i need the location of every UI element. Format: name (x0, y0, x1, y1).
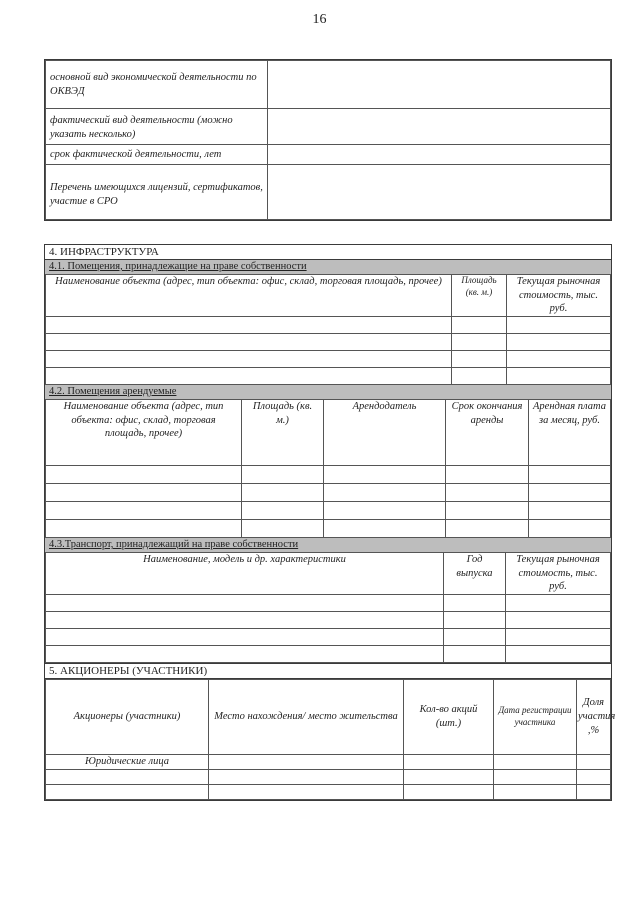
subsection-title-transport: 4.3.Транспорт, принадлежащий на праве собственности (45, 538, 611, 552)
cell[interactable] (46, 594, 444, 611)
col-header-market-value: Текущая рыночная стоимость, тыс. руб. (507, 275, 611, 317)
cell[interactable] (46, 769, 209, 784)
row-label-okved: основной вид экономической деятельности по ОКВЭД (46, 61, 268, 109)
cell[interactable] (46, 611, 444, 628)
cell[interactable] (446, 465, 529, 483)
col-header-location: Место нахождения/ место жительства (209, 679, 404, 754)
cell[interactable] (452, 316, 507, 333)
cell[interactable] (242, 465, 324, 483)
row-label-legal-entities: Юридические лица (46, 754, 209, 769)
leased-premises-table (45, 399, 611, 538)
cell[interactable] (46, 316, 452, 333)
row-label-licenses: Перечень имеющихся лицензий, сертификатов, участие в СРО (46, 165, 268, 220)
infrastructure-section (44, 244, 616, 801)
cell[interactable] (506, 628, 611, 645)
cell[interactable] (324, 519, 446, 537)
cell[interactable] (529, 519, 611, 537)
input-okved[interactable] (268, 61, 611, 109)
cell[interactable] (507, 367, 611, 384)
row-label-term: срок фактической деятельности, лет (46, 145, 268, 165)
cell[interactable] (452, 350, 507, 367)
cell[interactable] (529, 483, 611, 501)
cell[interactable] (46, 483, 242, 501)
cell[interactable] (506, 594, 611, 611)
cell[interactable] (494, 754, 577, 769)
cell[interactable] (446, 501, 529, 519)
page-number: 16 (312, 12, 327, 27)
cell[interactable] (324, 465, 446, 483)
cell[interactable] (242, 483, 324, 501)
col-header-lease-end: Срок окончания аренды (446, 399, 529, 465)
cell[interactable] (46, 367, 452, 384)
col-header-year: Год выпуска (444, 552, 506, 594)
cell[interactable] (507, 350, 611, 367)
col-header-vehicle-name: Наименование, модель и др. характеристики (46, 552, 444, 594)
cell[interactable] (46, 645, 444, 662)
row-label-actual-activity: фактический вид деятельности (можно указать несколько) (46, 109, 268, 145)
cell[interactable] (529, 501, 611, 519)
cell[interactable] (209, 769, 404, 784)
cell[interactable] (452, 333, 507, 350)
cell[interactable] (46, 519, 242, 537)
section-title-shareholders: 5. АКЦИОНЕРЫ (УЧАСТНИКИ) (45, 663, 611, 679)
cell[interactable] (209, 754, 404, 769)
cell[interactable] (324, 501, 446, 519)
cell[interactable] (507, 316, 611, 333)
cell[interactable] (242, 501, 324, 519)
section-title-infrastructure: 4. ИНФРАСТРУКТУРА (45, 245, 611, 260)
col-header-area: Площадь (кв. м.) (242, 399, 324, 465)
col-header-share-percent: Доля участия ,% (577, 679, 611, 754)
owned-premises-table (45, 274, 611, 385)
subsection-title-owned: 4.1. Помещения, принадлежащие на праве собственности (45, 260, 611, 274)
cell[interactable] (577, 769, 611, 784)
cell[interactable] (494, 769, 577, 784)
cell[interactable] (444, 628, 506, 645)
cell[interactable] (446, 519, 529, 537)
col-header-registration-date: Дата регистрации участника (494, 679, 577, 754)
cell[interactable] (452, 367, 507, 384)
cell[interactable] (446, 483, 529, 501)
input-actual-activity[interactable] (268, 109, 611, 145)
col-header-market-value: Текущая рыночная стоимость, тыс. руб. (506, 552, 611, 594)
cell[interactable] (46, 350, 452, 367)
cell[interactable] (506, 645, 611, 662)
cell[interactable] (577, 754, 611, 769)
cell[interactable] (404, 754, 494, 769)
cell[interactable] (46, 628, 444, 645)
cell[interactable] (46, 501, 242, 519)
cell[interactable] (46, 465, 242, 483)
cell[interactable] (577, 784, 611, 799)
cell[interactable] (46, 784, 209, 799)
cell[interactable] (444, 645, 506, 662)
shareholders-table (45, 679, 616, 800)
col-header-area: Площадь (кв. м.) (452, 275, 507, 317)
col-header-object-name: Наименование объекта (адрес, тип объекта: офис, склад, торговая площадь, прочее) (46, 275, 452, 317)
activity-table (44, 59, 612, 221)
cell[interactable] (242, 519, 324, 537)
col-header-object-name: Наименование объекта (адрес, тип объекта: офис, склад, торговая площадь, прочее) (46, 399, 242, 465)
col-header-monthly-rent: Арендная плата за месяц, руб. (529, 399, 611, 465)
transport-table (45, 552, 611, 663)
cell[interactable] (444, 594, 506, 611)
col-header-shareholders: Акционеры (участники) (46, 679, 209, 754)
cell[interactable] (324, 483, 446, 501)
col-header-share-count: Кол-во акций (шт.) (404, 679, 494, 754)
cell[interactable] (529, 465, 611, 483)
cell[interactable] (404, 769, 494, 784)
col-header-landlord: Арендодатель (324, 399, 446, 465)
input-term[interactable] (268, 145, 611, 165)
cell[interactable] (507, 333, 611, 350)
cell[interactable] (506, 611, 611, 628)
input-licenses[interactable] (268, 165, 611, 220)
cell[interactable] (209, 784, 404, 799)
cell[interactable] (444, 611, 506, 628)
cell[interactable] (404, 784, 494, 799)
cell[interactable] (494, 784, 577, 799)
subsection-title-leased: 4.2. Помещения арендуемые (45, 385, 611, 399)
cell[interactable] (46, 333, 452, 350)
